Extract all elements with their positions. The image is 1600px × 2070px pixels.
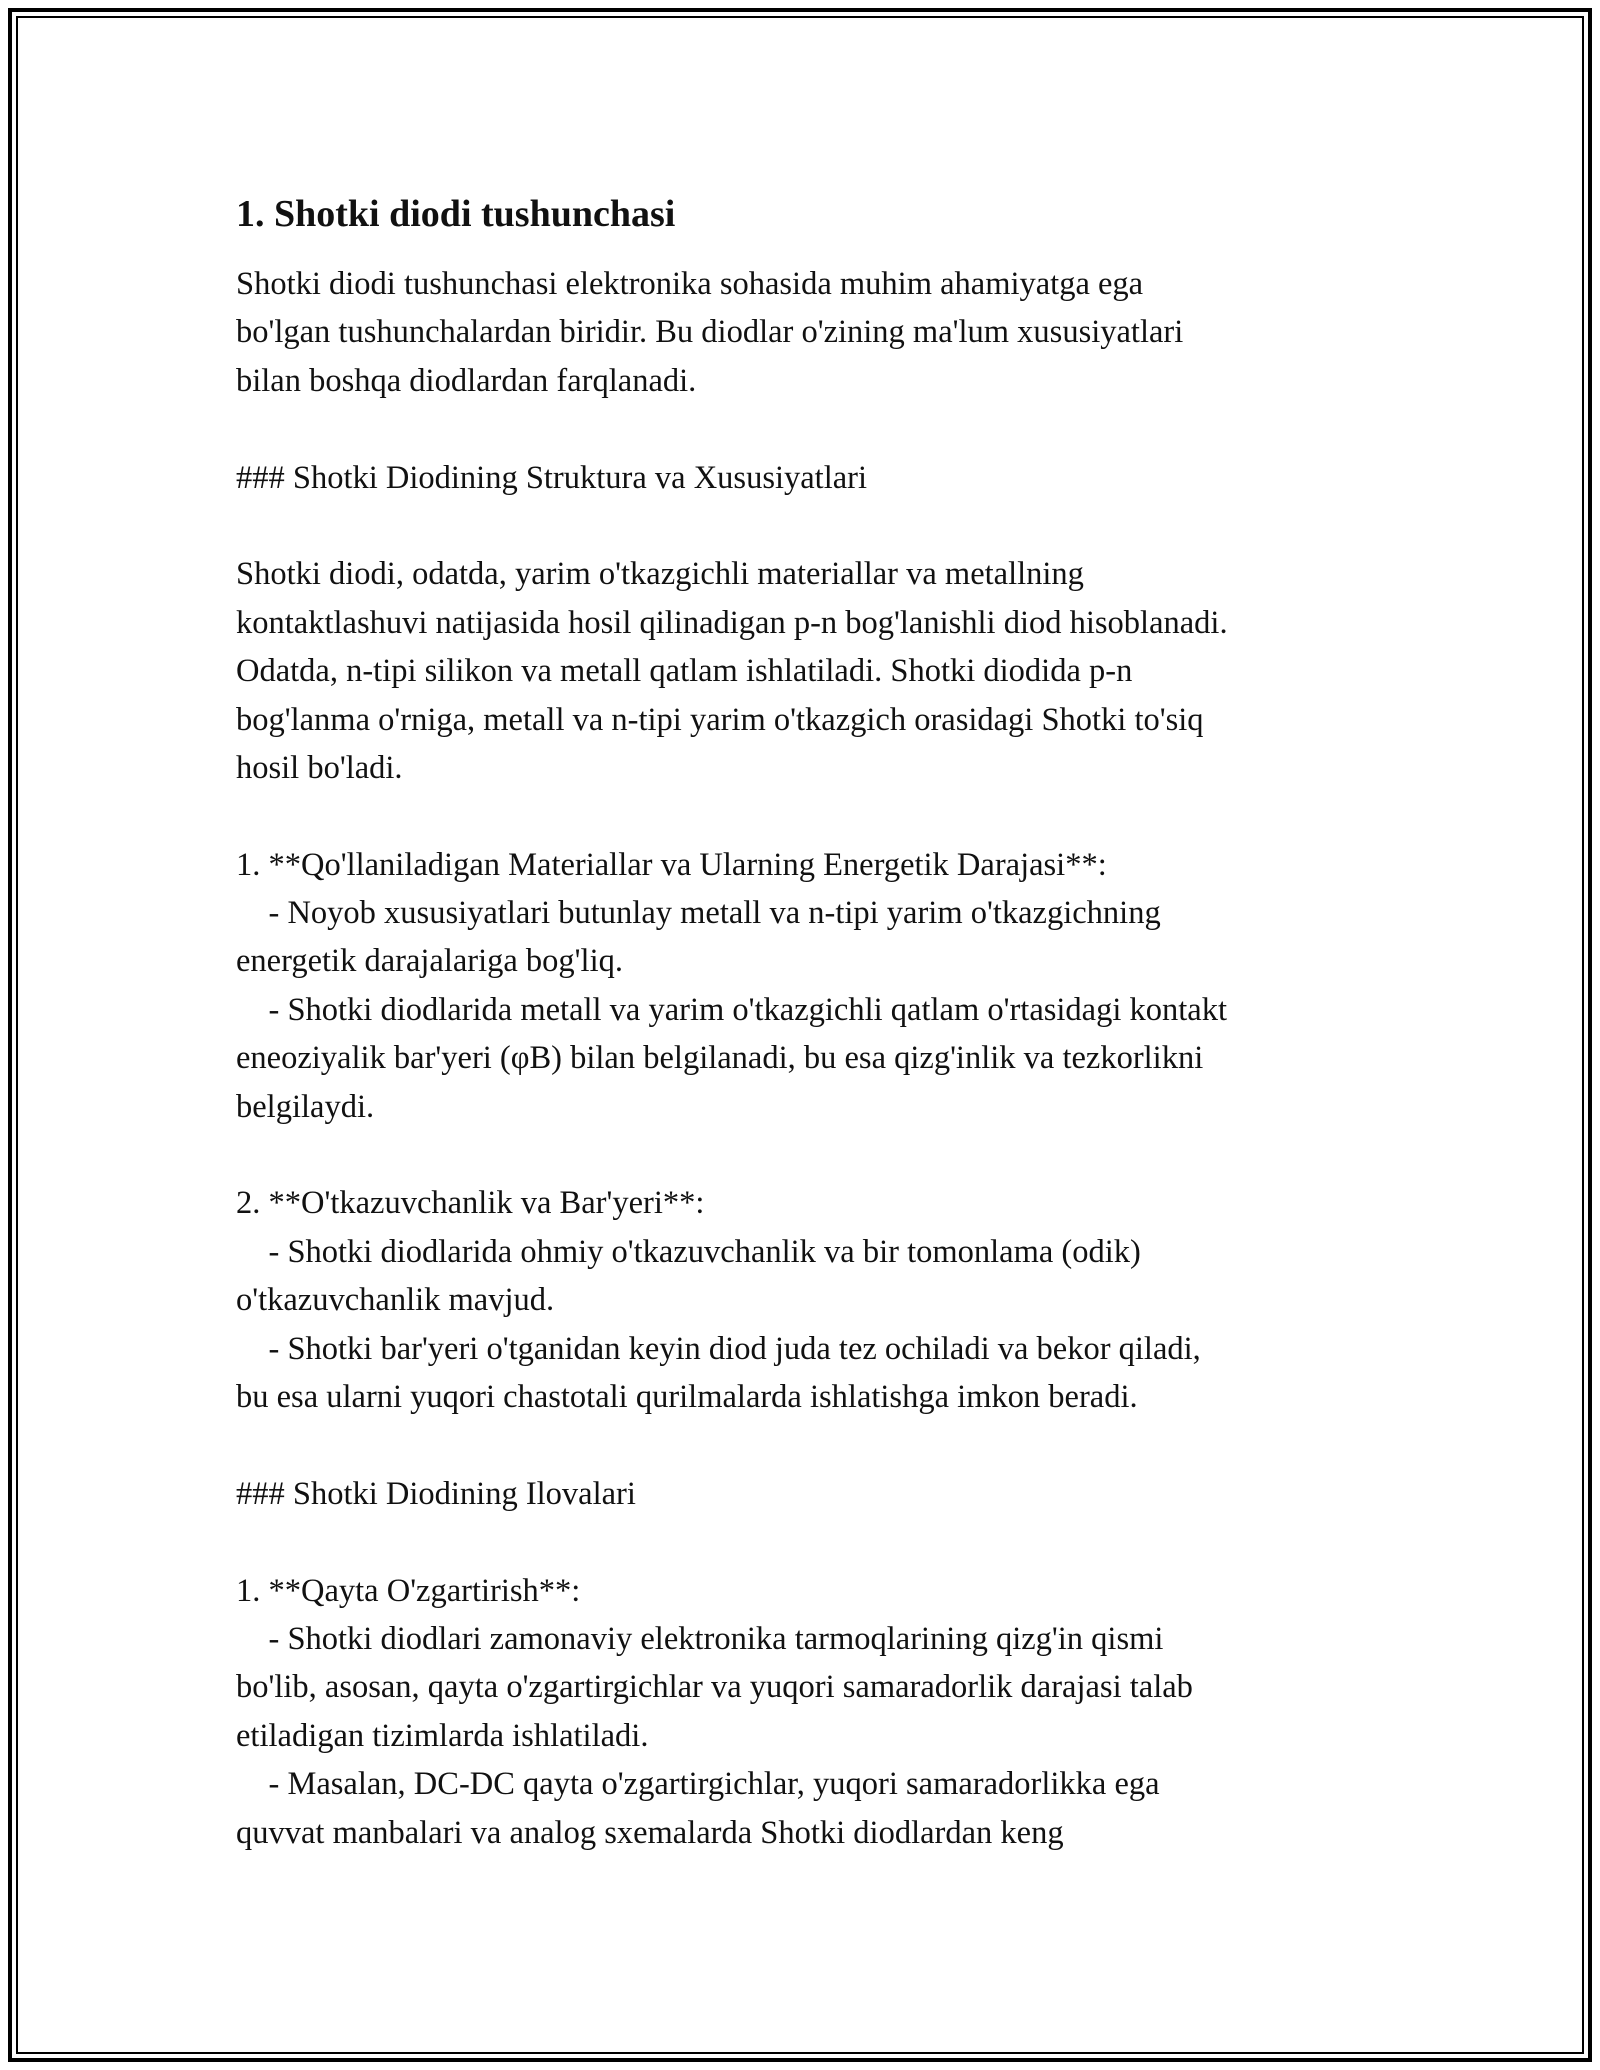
blank-line (236, 1518, 1366, 1566)
text-line: belgilaydi. (236, 1088, 375, 1125)
text-line: bilan boshqa diodlardan farqlanadi. (236, 362, 697, 399)
text-line: eneoziyalik bar'yeri (φB) bilan belgilanadi, bu esa qizg'inlik va tezkorlikni (236, 1040, 1204, 1077)
text-line: bo'lgan tushunchalardan biridir. Bu diodlar o'zining ma'lum xususiyatlari (236, 314, 1184, 351)
text-line: etiladigan tizimlarda ishlatiladi. (236, 1717, 649, 1754)
text-line: - Masalan, DC-DC qayta o'zgartirgichlar, yuqori samaradorlikka ega (236, 1766, 1160, 1803)
text-line: energetik darajalariga bog'liq. (236, 943, 623, 980)
document-body (236, 190, 1366, 1857)
text-line: quvvat manbalari va analog sxemalarda Shotki diodlardan keng (236, 1814, 1064, 1851)
text-line: - Noyob xususiyatlari butunlay metall va n-tipi yarim o'tkazgichning (236, 895, 1161, 932)
blank-line (236, 1131, 1366, 1179)
text-line: 1. **Qayta O'zgartirish**: (236, 1572, 581, 1609)
text-line: bog'lanma o'rniga, metall va n-tipi yarim o'tkazgich orasidagi Shotki to'siq (236, 701, 1204, 738)
blank-line (236, 792, 1366, 840)
blank-line (236, 405, 1366, 453)
text-line: Shotki diodi tushunchasi elektronika sohasida muhim ahamiyatga ega (236, 266, 1144, 302)
text-line: Shotki diodi, odatda, yarim o'tkazgichli materiallar va metallning (236, 556, 1084, 593)
text-line: 1. **Qo'llaniladigan Materiallar va Ularning Energetik Darajasi**: (236, 846, 1107, 883)
blank-line (236, 502, 1366, 550)
text-line: ### Shotki Diodining Struktura va Xususiyatlari (236, 459, 868, 496)
text-line: ### Shotki Diodining Ilovalari (236, 1475, 636, 1512)
text-line: kontaktlashuvi natijasida hosil qilinadigan p-n bog'lanishli diod hisoblanadi. (236, 604, 1228, 641)
blank-line (236, 1421, 1366, 1469)
text-line: - Shotki diodlari zamonaviy elektronika tarmoqlarining qizg'in qismi (236, 1620, 1164, 1657)
section-heading: 1. Shotki diodi tushunchasi (236, 193, 676, 235)
text-line: - Shotki diodlarida ohmiy o'tkazuvchanlik va bir tomonlama (odik) (236, 1233, 1141, 1270)
body-text (236, 260, 1366, 1857)
text-line: bo'lib, asosan, qayta o'zgartirgichlar va yuqori samaradorlik darajasi talab (236, 1669, 1193, 1706)
text-line: o'tkazuvchanlik mavjud. (236, 1282, 555, 1319)
text-line: hosil bo'ladi. (236, 749, 403, 786)
text-line: bu esa ularni yuqori chastotali qurilmalarda ishlatishga imkon beradi. (236, 1378, 1138, 1415)
text-line: - Shotki bar'yeri o'tganidan keyin diod juda tez ochiladi va bekor qiladi, (236, 1330, 1201, 1367)
text-line: Odatda, n-tipi silikon va metall qatlam ishlatiladi. Shotki diodida p-n (236, 653, 1133, 690)
text-line: - Shotki diodlarida metall va yarim o'tkazgichli qatlam o'rtasidagi kontakt (236, 991, 1227, 1028)
text-line: 2. **O'tkazuvchanlik va Bar'yeri**: (236, 1185, 705, 1222)
